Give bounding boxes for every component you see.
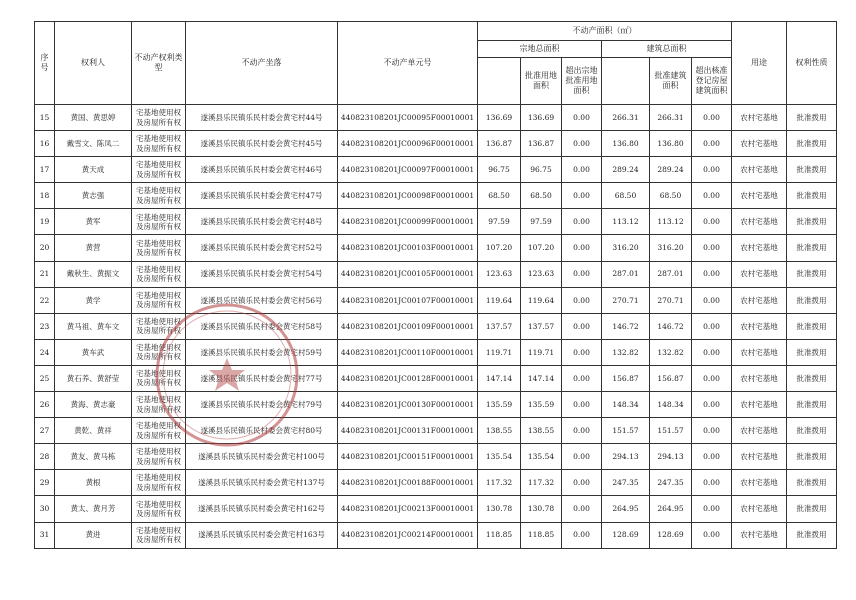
cell-use: 农村宅基地 <box>732 313 787 339</box>
cell-nature: 批准拨用 <box>787 157 837 183</box>
cell-build-approved: 132.82 <box>650 339 692 365</box>
cell-nature: 批准拨用 <box>787 209 837 235</box>
cell-build-total: 316.20 <box>602 235 650 261</box>
cell-land-exceed: 0.00 <box>562 261 602 287</box>
cell-land-total: 107.20 <box>478 235 521 261</box>
cell-nature: 批准拨用 <box>787 287 837 313</box>
cell-land-exceed: 0.00 <box>562 365 602 391</box>
cell-use: 农村宅基地 <box>732 444 787 470</box>
cell-seq: 16 <box>35 131 55 157</box>
cell-nature: 批准拨用 <box>787 339 837 365</box>
cell-build-total: 294.13 <box>602 444 650 470</box>
cell-land-exceed: 0.00 <box>562 496 602 522</box>
cell-build-approved: 146.72 <box>650 313 692 339</box>
cell-land-exceed: 0.00 <box>562 444 602 470</box>
cell-build-total: 264.95 <box>602 496 650 522</box>
header-build-total: 建筑总面积 <box>602 41 732 58</box>
cell-seq: 22 <box>35 287 55 313</box>
cell-seq: 25 <box>35 365 55 391</box>
cell-right-type: 宅基地使用权及房屋所有权 <box>132 496 186 522</box>
cell-owner: 黄根 <box>55 470 132 496</box>
cell-build-exceed: 0.00 <box>692 287 732 313</box>
cell-build-approved: 148.34 <box>650 392 692 418</box>
cell-build-total: 270.71 <box>602 287 650 313</box>
cell-build-exceed: 0.00 <box>692 392 732 418</box>
cell-land-exceed: 0.00 <box>562 105 602 131</box>
cell-owner: 黄国、黄思婷 <box>55 105 132 131</box>
cell-owner: 戴秋生、黄振文 <box>55 261 132 287</box>
cell-nature: 批准拨用 <box>787 365 837 391</box>
cell-build-approved: 128.69 <box>650 522 692 548</box>
header-use: 用途 <box>732 22 787 105</box>
cell-land-total: 123.63 <box>478 261 521 287</box>
cell-owner: 黄乾、黄祥 <box>55 418 132 444</box>
table-row <box>35 183 837 209</box>
cell-location: 遂溪县乐民镇乐民村委会黄宅村58号 <box>186 313 338 339</box>
cell-location: 遂溪县乐民镇乐民村委会黄宅村52号 <box>186 235 338 261</box>
cell-nature: 批准拨用 <box>787 522 837 548</box>
cell-owner: 黄太、黄月芳 <box>55 496 132 522</box>
property-registry-table <box>34 21 837 549</box>
cell-build-approved: 247.35 <box>650 470 692 496</box>
table-row <box>35 157 837 183</box>
cell-land-total: 119.71 <box>478 339 521 365</box>
cell-right-type: 宅基地使用权及房屋所有权 <box>132 470 186 496</box>
cell-location: 遂溪县乐民镇乐民村委会黄宅村46号 <box>186 157 338 183</box>
table-row <box>35 209 837 235</box>
cell-build-approved: 264.95 <box>650 496 692 522</box>
cell-unit-no: 440823108201JC00098F00010001 <box>338 183 478 209</box>
cell-land-approved: 136.87 <box>521 131 562 157</box>
cell-land-exceed: 0.00 <box>562 209 602 235</box>
cell-unit-no: 440823108201JC00213F00010001 <box>338 496 478 522</box>
cell-location: 遂溪县乐民镇乐民村委会黄宅村77号 <box>186 365 338 391</box>
cell-right-type: 宅基地使用权及房屋所有权 <box>132 105 186 131</box>
header-area-group: 不动产面积（㎡） <box>478 22 732 41</box>
header-location: 不动产坐落 <box>186 22 338 105</box>
cell-use: 农村宅基地 <box>732 235 787 261</box>
cell-build-approved: 270.71 <box>650 287 692 313</box>
table-row <box>35 365 837 391</box>
cell-seq: 26 <box>35 392 55 418</box>
cell-land-total: 96.75 <box>478 157 521 183</box>
cell-build-exceed: 0.00 <box>692 235 732 261</box>
cell-nature: 批准拨用 <box>787 313 837 339</box>
cell-build-total: 151.57 <box>602 418 650 444</box>
cell-unit-no: 440823108201JC00105F00010001 <box>338 261 478 287</box>
table-row <box>35 392 837 418</box>
cell-build-exceed: 0.00 <box>692 105 732 131</box>
cell-unit-no: 440823108201JC00130F00010001 <box>338 392 478 418</box>
cell-location: 遂溪县乐民镇乐民村委会黄宅村54号 <box>186 261 338 287</box>
cell-right-type: 宅基地使用权及房屋所有权 <box>132 418 186 444</box>
cell-build-total: 287.01 <box>602 261 650 287</box>
cell-use: 农村宅基地 <box>732 339 787 365</box>
cell-unit-no: 440823108201JC00107F00010001 <box>338 287 478 313</box>
cell-build-exceed: 0.00 <box>692 470 732 496</box>
header-land-total: 宗地总面积 <box>478 41 602 58</box>
cell-right-type: 宅基地使用权及房屋所有权 <box>132 209 186 235</box>
cell-land-total: 119.64 <box>478 287 521 313</box>
cell-land-total: 130.78 <box>478 496 521 522</box>
cell-build-approved: 113.12 <box>650 209 692 235</box>
cell-nature: 批准拨用 <box>787 105 837 131</box>
cell-seq: 19 <box>35 209 55 235</box>
cell-location: 遂溪县乐民镇乐民村委会黄宅村45号 <box>186 131 338 157</box>
cell-use: 农村宅基地 <box>732 209 787 235</box>
cell-build-total: 68.50 <box>602 183 650 209</box>
cell-nature: 批准拨用 <box>787 183 837 209</box>
cell-build-approved: 316.20 <box>650 235 692 261</box>
cell-use: 农村宅基地 <box>732 522 787 548</box>
cell-build-total: 136.80 <box>602 131 650 157</box>
cell-owner: 黄马祖、黄车文 <box>55 313 132 339</box>
cell-land-total: 136.69 <box>478 105 521 131</box>
cell-build-exceed: 0.00 <box>692 496 732 522</box>
cell-land-approved: 107.20 <box>521 235 562 261</box>
cell-right-type: 宅基地使用权及房屋所有权 <box>132 261 186 287</box>
cell-land-total: 138.55 <box>478 418 521 444</box>
cell-owner: 黄学 <box>55 287 132 313</box>
cell-build-approved: 266.31 <box>650 105 692 131</box>
cell-land-approved: 123.63 <box>521 261 562 287</box>
cell-build-total: 247.35 <box>602 470 650 496</box>
cell-owner: 黄友、黄马栋 <box>55 444 132 470</box>
cell-unit-no: 440823108201JC00214F00010001 <box>338 522 478 548</box>
cell-seq: 23 <box>35 313 55 339</box>
table-row <box>35 105 837 131</box>
cell-use: 农村宅基地 <box>732 105 787 131</box>
cell-location: 遂溪县乐民镇乐民村委会黄宅村137号 <box>186 470 338 496</box>
cell-build-approved: 156.87 <box>650 365 692 391</box>
cell-land-approved: 135.54 <box>521 444 562 470</box>
cell-land-approved: 137.57 <box>521 313 562 339</box>
cell-location: 遂溪县乐民镇乐民村委会黄宅村47号 <box>186 183 338 209</box>
header-build-exceed: 超出核准登记房屋建筑面积 <box>692 58 732 105</box>
cell-owner: 戴雪文、陈凤二 <box>55 131 132 157</box>
cell-build-total: 148.34 <box>602 392 650 418</box>
cell-land-exceed: 0.00 <box>562 392 602 418</box>
cell-right-type: 宅基地使用权及房屋所有权 <box>132 392 186 418</box>
cell-right-type: 宅基地使用权及房屋所有权 <box>132 235 186 261</box>
cell-land-exceed: 0.00 <box>562 287 602 313</box>
cell-use: 农村宅基地 <box>732 287 787 313</box>
cell-build-exceed: 0.00 <box>692 261 732 287</box>
cell-land-total: 97.59 <box>478 209 521 235</box>
cell-unit-no: 440823108201JC00103F00010001 <box>338 235 478 261</box>
table-row <box>35 496 837 522</box>
cell-right-type: 宅基地使用权及房屋所有权 <box>132 183 186 209</box>
cell-land-approved: 136.69 <box>521 105 562 131</box>
cell-owner: 黄进 <box>55 522 132 548</box>
header-owner: 权利人 <box>55 22 132 105</box>
cell-right-type: 宅基地使用权及房屋所有权 <box>132 131 186 157</box>
cell-seq: 20 <box>35 235 55 261</box>
cell-land-exceed: 0.00 <box>562 235 602 261</box>
header-build-total-sub <box>602 58 650 105</box>
cell-build-exceed: 0.00 <box>692 444 732 470</box>
table-row <box>35 261 837 287</box>
cell-land-approved: 119.64 <box>521 287 562 313</box>
cell-land-exceed: 0.00 <box>562 418 602 444</box>
cell-right-type: 宅基地使用权及房屋所有权 <box>132 522 186 548</box>
cell-seq: 28 <box>35 444 55 470</box>
cell-nature: 批准拨用 <box>787 131 837 157</box>
cell-seq: 30 <box>35 496 55 522</box>
cell-use: 农村宅基地 <box>732 261 787 287</box>
cell-build-approved: 287.01 <box>650 261 692 287</box>
cell-land-total: 117.32 <box>478 470 521 496</box>
cell-land-exceed: 0.00 <box>562 157 602 183</box>
cell-use: 农村宅基地 <box>732 157 787 183</box>
header-land-exceed: 超出宗地批准用地面积 <box>562 58 602 105</box>
cell-build-total: 266.31 <box>602 105 650 131</box>
cell-location: 遂溪县乐民镇乐民村委会黄宅村44号 <box>186 105 338 131</box>
registry-sheet <box>34 21 836 549</box>
cell-land-approved: 68.50 <box>521 183 562 209</box>
cell-land-approved: 130.78 <box>521 496 562 522</box>
cell-build-approved: 136.80 <box>650 131 692 157</box>
cell-location: 遂溪县乐民镇乐民村委会黄宅村80号 <box>186 418 338 444</box>
cell-land-exceed: 0.00 <box>562 183 602 209</box>
cell-land-approved: 118.85 <box>521 522 562 548</box>
cell-land-total: 68.50 <box>478 183 521 209</box>
header-seq: 序号 <box>35 22 55 105</box>
cell-land-approved: 96.75 <box>521 157 562 183</box>
cell-build-approved: 289.24 <box>650 157 692 183</box>
cell-seq: 29 <box>35 470 55 496</box>
table-row <box>35 522 837 548</box>
cell-build-exceed: 0.00 <box>692 183 732 209</box>
cell-location: 遂溪县乐民镇乐民村委会黄宅村56号 <box>186 287 338 313</box>
cell-location: 遂溪县乐民镇乐民村委会黄宅村163号 <box>186 522 338 548</box>
table-body <box>35 105 837 549</box>
cell-use: 农村宅基地 <box>732 418 787 444</box>
cell-build-exceed: 0.00 <box>692 157 732 183</box>
cell-build-exceed: 0.00 <box>692 365 732 391</box>
cell-unit-no: 440823108201JC00131F00010001 <box>338 418 478 444</box>
cell-build-total: 156.87 <box>602 365 650 391</box>
cell-seq: 15 <box>35 105 55 131</box>
cell-use: 农村宅基地 <box>732 183 787 209</box>
header-land-total-sub <box>478 58 521 105</box>
cell-land-approved: 117.32 <box>521 470 562 496</box>
cell-land-approved: 138.55 <box>521 418 562 444</box>
cell-location: 遂溪县乐民镇乐民村委会黄宅村79号 <box>186 392 338 418</box>
cell-right-type: 宅基地使用权及房屋所有权 <box>132 339 186 365</box>
table-row <box>35 339 837 365</box>
header-build-approved: 批准建筑面积 <box>650 58 692 105</box>
cell-seq: 21 <box>35 261 55 287</box>
cell-seq: 31 <box>35 522 55 548</box>
cell-nature: 批准拨用 <box>787 261 837 287</box>
cell-use: 农村宅基地 <box>732 392 787 418</box>
header-land-approved: 批准用地面积 <box>521 58 562 105</box>
cell-build-total: 146.72 <box>602 313 650 339</box>
cell-seq: 24 <box>35 339 55 365</box>
cell-owner: 黄车武 <box>55 339 132 365</box>
cell-build-approved: 68.50 <box>650 183 692 209</box>
cell-owner: 黄营 <box>55 235 132 261</box>
header-right-type: 不动产权利类型 <box>132 22 186 105</box>
cell-build-total: 289.24 <box>602 157 650 183</box>
cell-land-approved: 119.71 <box>521 339 562 365</box>
cell-land-exceed: 0.00 <box>562 131 602 157</box>
cell-build-exceed: 0.00 <box>692 418 732 444</box>
cell-nature: 批准拨用 <box>787 444 837 470</box>
cell-location: 遂溪县乐民镇乐民村委会黄宅村162号 <box>186 496 338 522</box>
cell-land-exceed: 0.00 <box>562 313 602 339</box>
table-row <box>35 235 837 261</box>
cell-seq: 27 <box>35 418 55 444</box>
cell-owner: 黄石养、黄舒莹 <box>55 365 132 391</box>
table-row <box>35 418 837 444</box>
cell-unit-no: 440823108201JC00099F00010001 <box>338 209 478 235</box>
cell-unit-no: 440823108201JC00096F00010001 <box>338 131 478 157</box>
cell-unit-no: 440823108201JC00151F00010001 <box>338 444 478 470</box>
cell-owner: 黄海、黄志豪 <box>55 392 132 418</box>
cell-build-exceed: 0.00 <box>692 522 732 548</box>
cell-location: 遂溪县乐民镇乐民村委会黄宅村59号 <box>186 339 338 365</box>
cell-build-approved: 151.57 <box>650 418 692 444</box>
cell-nature: 批准拨用 <box>787 235 837 261</box>
cell-land-total: 137.57 <box>478 313 521 339</box>
cell-right-type: 宅基地使用权及房屋所有权 <box>132 287 186 313</box>
cell-build-total: 132.82 <box>602 339 650 365</box>
cell-build-total: 113.12 <box>602 209 650 235</box>
cell-unit-no: 440823108201JC00110F00010001 <box>338 339 478 365</box>
header-nature: 权利性质 <box>787 22 837 105</box>
cell-build-approved: 294.13 <box>650 444 692 470</box>
cell-seq: 17 <box>35 157 55 183</box>
cell-use: 农村宅基地 <box>732 470 787 496</box>
cell-unit-no: 440823108201JC00095F00010001 <box>338 105 478 131</box>
cell-land-exceed: 0.00 <box>562 339 602 365</box>
cell-land-total: 118.85 <box>478 522 521 548</box>
cell-right-type: 宅基地使用权及房屋所有权 <box>132 444 186 470</box>
cell-nature: 批准拨用 <box>787 392 837 418</box>
cell-use: 农村宅基地 <box>732 496 787 522</box>
cell-land-approved: 97.59 <box>521 209 562 235</box>
table-row <box>35 287 837 313</box>
cell-nature: 批准拨用 <box>787 418 837 444</box>
cell-build-total: 128.69 <box>602 522 650 548</box>
table-row <box>35 470 837 496</box>
cell-right-type: 宅基地使用权及房屋所有权 <box>132 313 186 339</box>
cell-build-exceed: 0.00 <box>692 313 732 339</box>
cell-land-approved: 147.14 <box>521 365 562 391</box>
cell-location: 遂溪县乐民镇乐民村委会黄宅村48号 <box>186 209 338 235</box>
cell-seq: 18 <box>35 183 55 209</box>
table-row <box>35 444 837 470</box>
cell-nature: 批准拨用 <box>787 470 837 496</box>
cell-location: 遂溪县乐民镇乐民村委会黄宅村100号 <box>186 444 338 470</box>
cell-land-exceed: 0.00 <box>562 470 602 496</box>
cell-use: 农村宅基地 <box>732 131 787 157</box>
cell-right-type: 宅基地使用权及房屋所有权 <box>132 157 186 183</box>
cell-build-exceed: 0.00 <box>692 131 732 157</box>
cell-unit-no: 440823108201JC00188F00010001 <box>338 470 478 496</box>
table-row <box>35 131 837 157</box>
cell-unit-no: 440823108201JC00109F00010001 <box>338 313 478 339</box>
cell-use: 农村宅基地 <box>732 365 787 391</box>
table-row <box>35 313 837 339</box>
cell-owner: 黄天成 <box>55 157 132 183</box>
cell-build-exceed: 0.00 <box>692 209 732 235</box>
cell-owner: 黄志强 <box>55 183 132 209</box>
cell-land-total: 135.54 <box>478 444 521 470</box>
cell-land-total: 135.59 <box>478 392 521 418</box>
cell-land-total: 136.87 <box>478 131 521 157</box>
cell-nature: 批准拨用 <box>787 496 837 522</box>
cell-land-total: 147.14 <box>478 365 521 391</box>
cell-land-approved: 135.59 <box>521 392 562 418</box>
cell-owner: 黄军 <box>55 209 132 235</box>
cell-land-exceed: 0.00 <box>562 522 602 548</box>
cell-right-type: 宅基地使用权及房屋所有权 <box>132 365 186 391</box>
cell-build-exceed: 0.00 <box>692 339 732 365</box>
cell-unit-no: 440823108201JC00128F00010001 <box>338 365 478 391</box>
cell-unit-no: 440823108201JC00097F00010001 <box>338 157 478 183</box>
header-unit-no: 不动产单元号 <box>338 22 478 105</box>
